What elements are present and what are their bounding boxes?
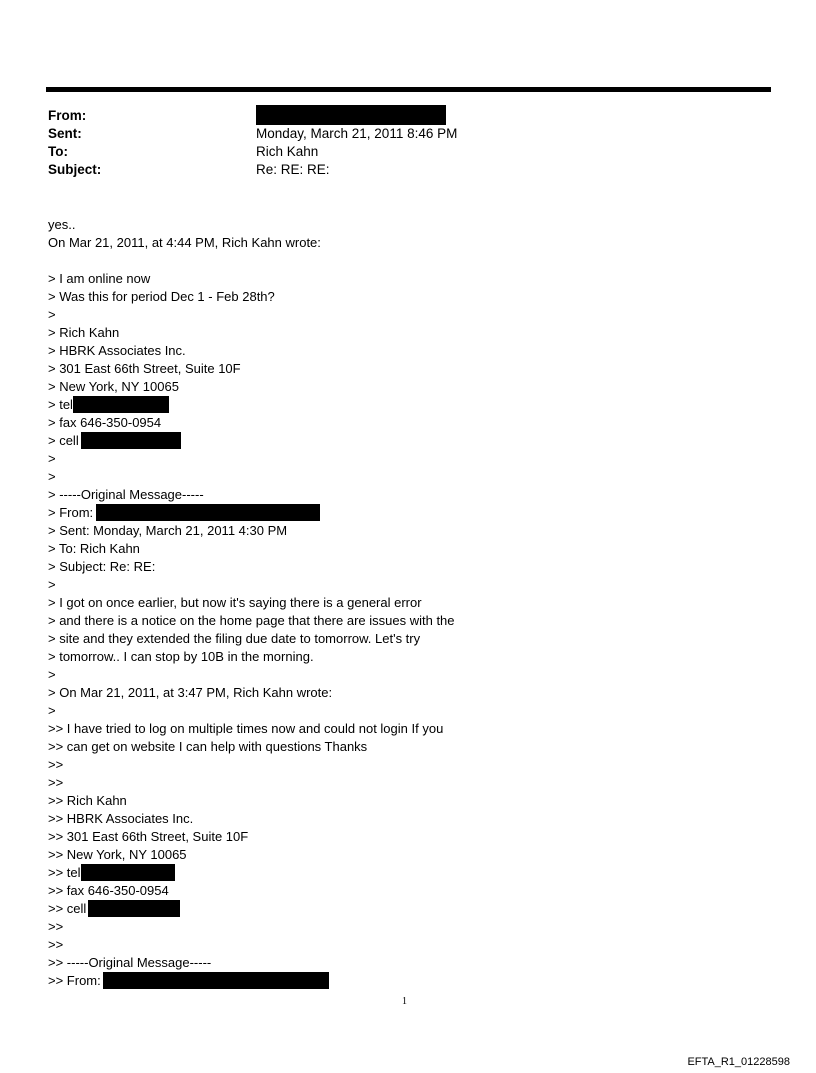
body-line-with-redaction [48, 396, 748, 414]
body-line-with-redaction [48, 972, 748, 990]
line-text: > From: [48, 505, 94, 520]
redaction-block [88, 900, 180, 917]
body-line: On Mar 21, 2011, at 4:44 PM, Rich Kahn wrote: [48, 235, 321, 250]
body-line: >> I have tried to log on multiple times now and could not login If you [48, 721, 444, 736]
redaction-block [103, 972, 329, 989]
redaction-block [256, 105, 446, 125]
body-line: >> -----Original Message----- [48, 955, 212, 970]
body-line: > Sent: Monday, March 21, 2011 4:30 PM [48, 523, 288, 538]
body-line: >> fax 646-350-0954 [48, 883, 169, 898]
body-line: > [48, 469, 56, 484]
page-number: 1 [402, 996, 407, 1007]
subject-value: Re: RE: RE: [256, 162, 330, 177]
body-line-with-redaction [48, 900, 748, 918]
body-line: yes.. [48, 217, 76, 232]
body-line: > -----Original Message----- [48, 487, 204, 502]
body-line: >> [48, 919, 64, 934]
to-value: Rich Kahn [256, 144, 319, 159]
body-line: > [48, 451, 56, 466]
line-text: >> tel [48, 865, 81, 880]
body-line: > HBRK Associates Inc. [48, 343, 186, 358]
redaction-block [81, 432, 181, 449]
from-label: From: [48, 108, 87, 123]
to-label: To: [48, 144, 68, 159]
sent-label: Sent: [48, 126, 82, 141]
body-line: >> [48, 937, 64, 952]
body-line: > [48, 307, 56, 322]
body-line-with-redaction [48, 864, 748, 882]
from-value [256, 107, 446, 125]
body-line: > [48, 703, 56, 718]
body-line: > Was this for period Dec 1 - Feb 28th? [48, 289, 275, 304]
body-line: > [48, 667, 56, 682]
document-id: EFTA_R1_01228598 [687, 1056, 790, 1068]
header-rule [46, 87, 771, 92]
body-line: > fax 646-350-0954 [48, 415, 162, 430]
body-line: > 301 East 66th Street, Suite 10F [48, 361, 241, 376]
body-line: >> [48, 775, 64, 790]
redaction-block [73, 396, 169, 413]
redaction-block [81, 864, 175, 881]
body-line: >> 301 East 66th Street, Suite 10F [48, 829, 249, 844]
body-line: > To: Rich Kahn [48, 541, 140, 556]
line-text: >> cell [48, 901, 87, 916]
body-line: > site and they extended the filing due date to tomorrow. Let's try [48, 631, 421, 646]
body-line: > [48, 577, 56, 592]
body-line: > and there is a notice on the home page that there are issues with the [48, 613, 455, 628]
body-line: >> New York, NY 10065 [48, 847, 187, 862]
body-line: >> Rich Kahn [48, 793, 127, 808]
sent-value: Monday, March 21, 2011 8:46 PM [256, 126, 458, 141]
body-line: > New York, NY 10065 [48, 379, 179, 394]
line-text: >> From: [48, 973, 101, 988]
line-text: > tel [48, 397, 73, 412]
email-body [48, 216, 748, 990]
body-line: >> can get on website I can help with questions Thanks [48, 739, 368, 754]
body-line: >> [48, 757, 64, 772]
body-line: > Subject: Re: RE: [48, 559, 156, 574]
body-line: >> HBRK Associates Inc. [48, 811, 194, 826]
body-line: > I got on once earlier, but now it's saying there is a general error [48, 595, 422, 610]
subject-label: Subject: [48, 162, 102, 177]
line-text: > cell [48, 433, 79, 448]
body-line: > Rich Kahn [48, 325, 120, 340]
body-line: > On Mar 21, 2011, at 3:47 PM, Rich Kahn wrote: [48, 685, 333, 700]
body-line [48, 252, 748, 270]
body-line: > tomorrow.. I can stop by 10B in the morning. [48, 649, 314, 664]
body-line-with-redaction [48, 504, 748, 522]
redaction-block [96, 504, 320, 521]
body-line-with-redaction [48, 432, 748, 450]
body-line: > I am online now [48, 271, 151, 286]
